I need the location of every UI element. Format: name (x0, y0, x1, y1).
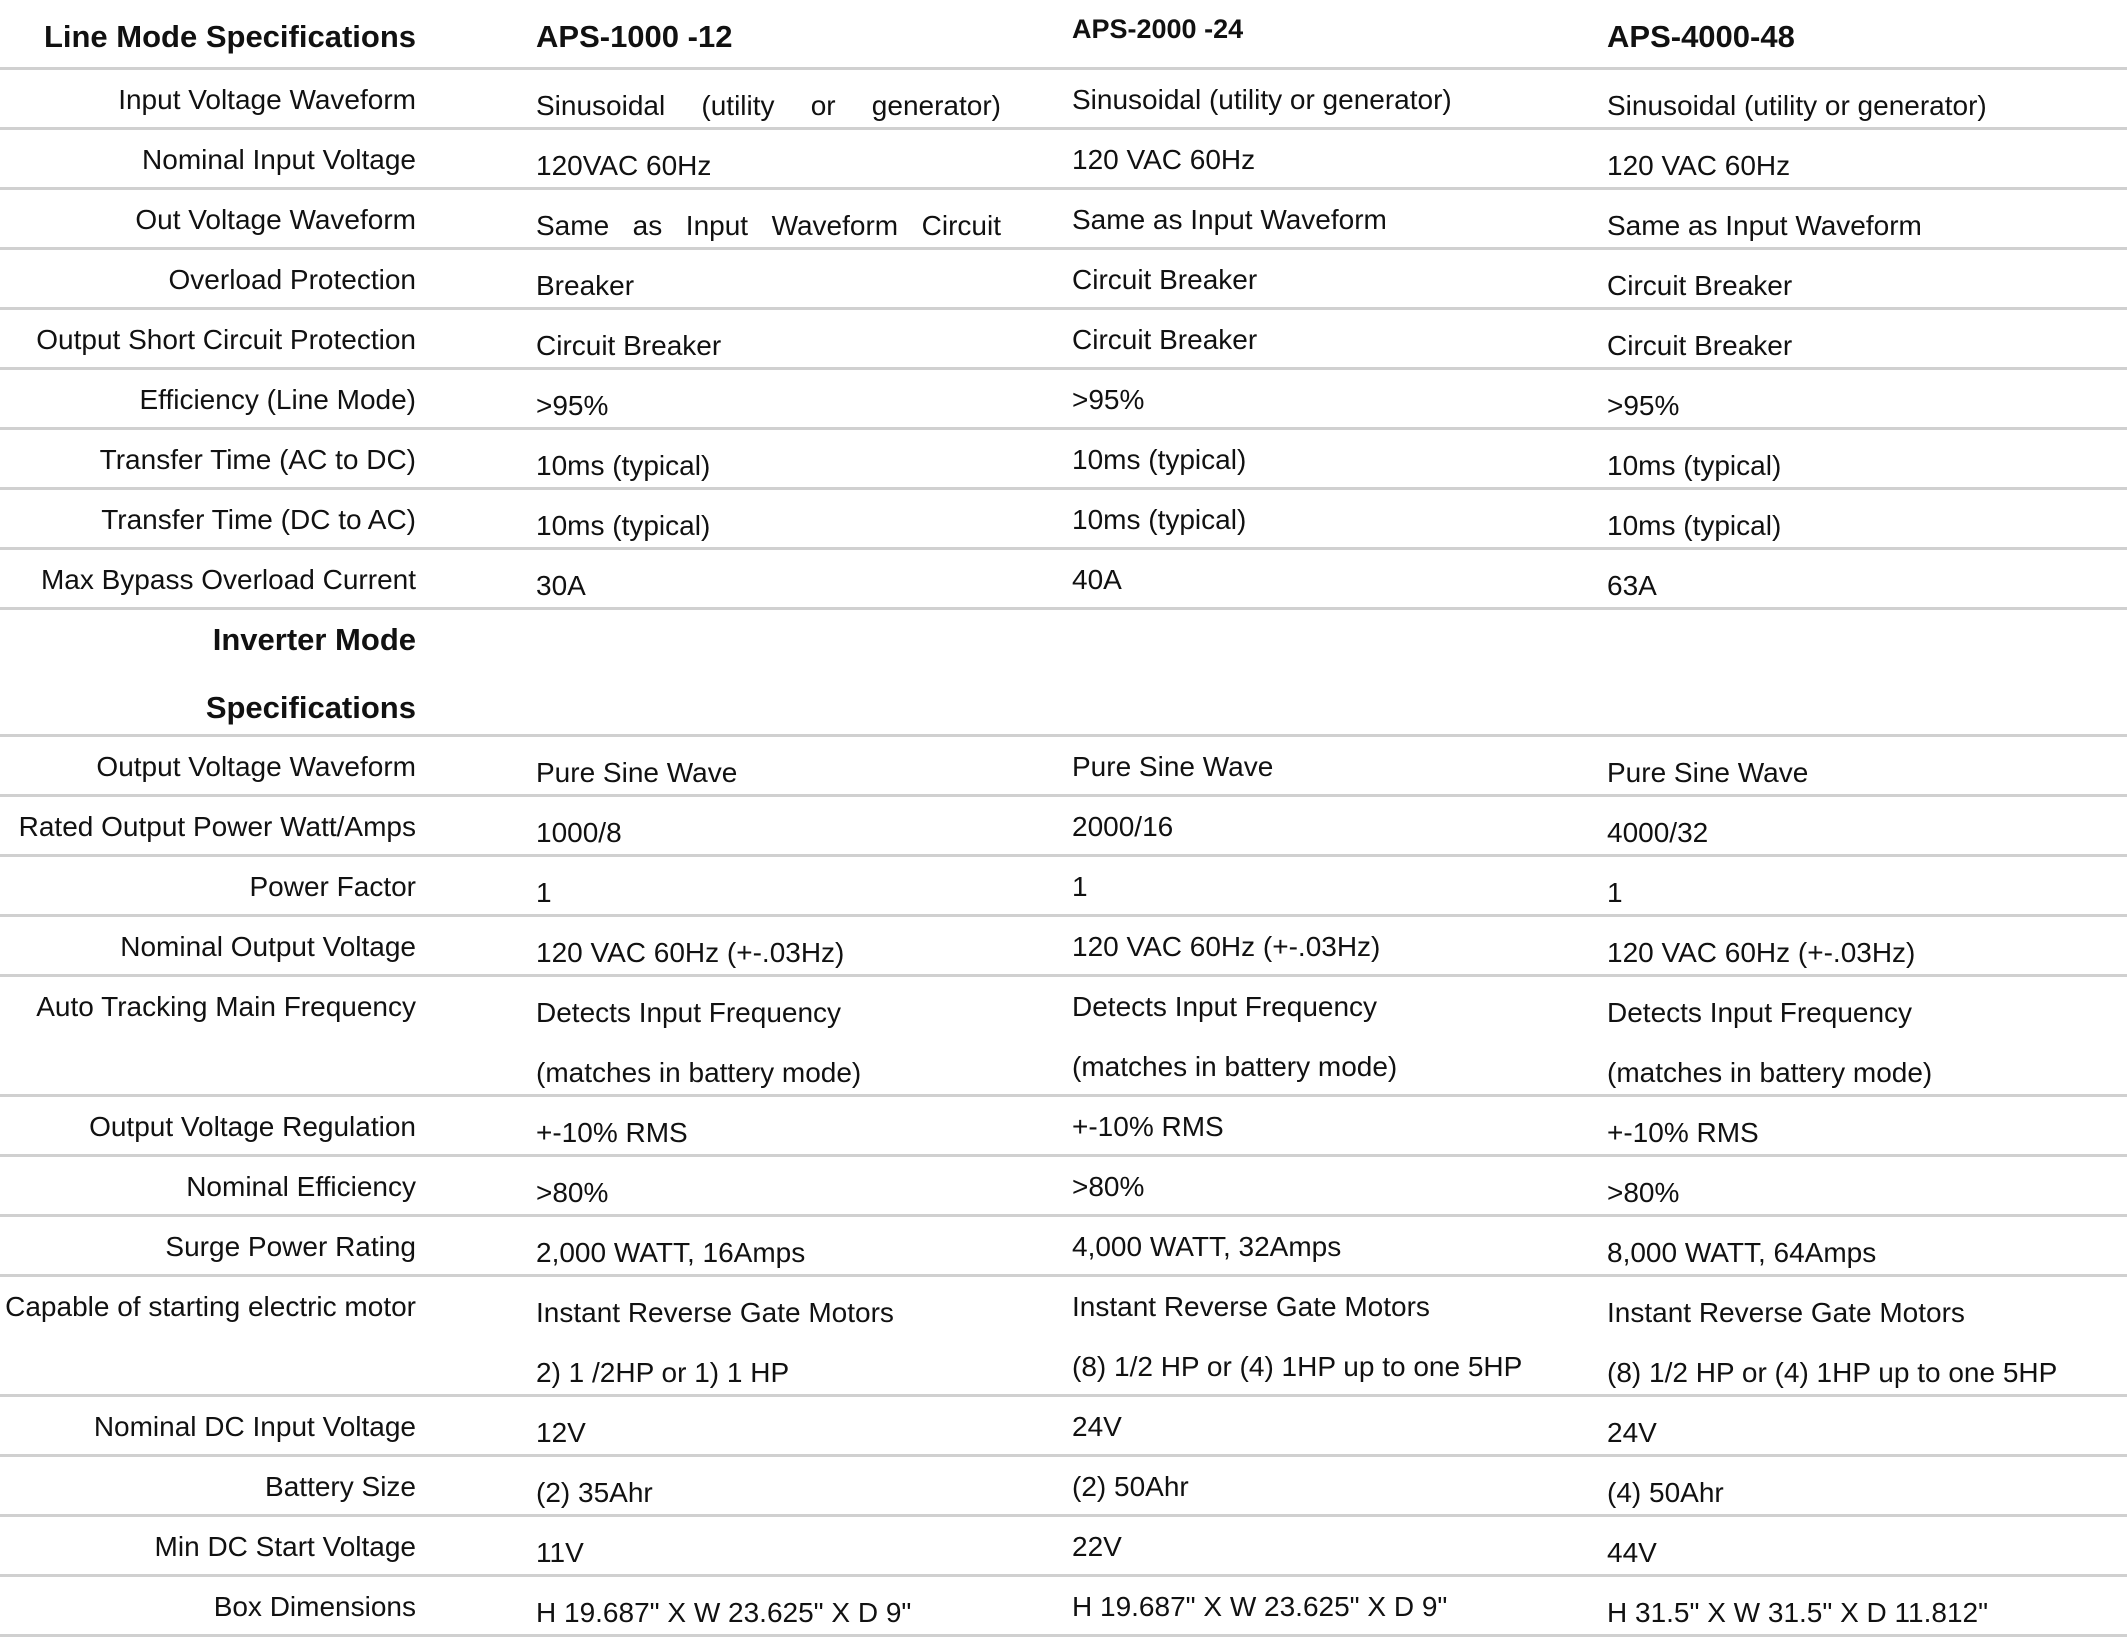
cell-aps-1000: 11V (536, 1537, 584, 1568)
cell-aps-4000: >95% (1607, 390, 1680, 421)
table-row (0, 1097, 2127, 1157)
cell-line2: (matches in battery mode) (1607, 1057, 1933, 1088)
table-row (0, 797, 2127, 857)
cell-aps-1000: (2) 35Ahr (536, 1477, 653, 1508)
table-row (0, 250, 2127, 310)
table-row (0, 190, 2127, 250)
cell-aps-1000: 1 (536, 877, 552, 908)
row-label: Transfer Time (AC to DC) (99, 444, 416, 475)
row-label: Nominal Output Voltage (120, 931, 416, 962)
model-aps-4000: APS-4000-48 (1607, 19, 1795, 54)
row-label: Nominal DC Input Voltage (93, 1411, 416, 1442)
cell-aps-4000: >80% (1607, 1177, 1680, 1208)
cell-aps-4000: 120 VAC 60Hz (1607, 150, 1791, 181)
table-row (0, 1457, 2127, 1517)
cell-aps-2000: (2) 50Ahr (1072, 1471, 1189, 1502)
cell-aps-1000: >95% (536, 390, 609, 421)
cell-aps-4000: +-10% RMS (1607, 1117, 1759, 1148)
cell-aps-1000: >80% (536, 1177, 609, 1208)
cell-aps-4000: Pure Sine Wave (1607, 757, 1809, 788)
row-label: Nominal Efficiency (186, 1171, 416, 1202)
cell-aps-2000: 22V (1072, 1531, 1122, 1562)
cell-aps-4000: 4000/32 (1607, 817, 1709, 848)
model-aps-1000: APS-1000 -12 (536, 19, 733, 54)
row-label: Output Voltage Waveform (96, 751, 416, 782)
line-mode-title: Line Mode Specifications (43, 19, 416, 54)
table-row (0, 430, 2127, 490)
cell-aps-2000: H 19.687" X W 23.625" X D 9" (1072, 1591, 1448, 1622)
table-row (0, 550, 2127, 610)
model-aps-2000: APS-2000 -24 (1072, 14, 1244, 44)
row-label: Box Dimensions (213, 1591, 416, 1622)
cell-aps-1000: 10ms (typical) (536, 450, 711, 481)
table-row (0, 917, 2127, 977)
row-label: Rated Output Power Watt/Amps (18, 811, 416, 842)
row-label: Max Bypass Overload Current (40, 564, 416, 595)
cell-aps-2000: 24V (1072, 1411, 1122, 1442)
cell-aps-1000: Pure Sine Wave (536, 757, 738, 788)
cell-aps-4000: 10ms (typical) (1607, 510, 1782, 541)
row-label: Overload Protection (168, 264, 416, 295)
table-row (0, 1577, 2127, 1637)
cell-aps-4000: 24V (1607, 1417, 1657, 1448)
cell-aps-4000: 44V (1607, 1537, 1657, 1568)
cell-line2: (8) 1/2 HP or (4) 1HP up to one 5HP (1072, 1351, 1523, 1382)
row-label: Surge Power Rating (165, 1231, 416, 1262)
cell-line1: Detects Input Frequency (1072, 991, 1378, 1022)
table-row (0, 1397, 2127, 1457)
cell-aps-4000: Circuit Breaker (1607, 330, 1793, 361)
row-label: Auto Tracking Main Frequency (36, 991, 416, 1022)
row-label: Capable of starting electric motor (5, 1291, 416, 1322)
cell-aps-4000: Circuit Breaker (1607, 270, 1793, 301)
cell-aps-1000: +-10% RMS (536, 1117, 688, 1148)
cell-aps-2000: >95% (1072, 384, 1145, 415)
cell-aps-4000 (1607, 1283, 2057, 1403)
row-label: Power Factor (249, 871, 416, 902)
cell-aps-4000 (1607, 983, 1932, 1103)
cell-aps-1000: 12V (536, 1417, 586, 1448)
cell-line1: Instant Reverse Gate Motors (1607, 1297, 1965, 1328)
row-label: Min DC Start Voltage (154, 1531, 416, 1562)
table-row (0, 370, 2127, 430)
cell-aps-2000: 1 (1072, 871, 1088, 902)
cell-aps-2000: 10ms (typical) (1072, 504, 1247, 535)
row-label: Transfer Time (DC to AC) (101, 504, 416, 535)
cell-aps-2000: Pure Sine Wave (1072, 751, 1274, 782)
inverter-title-line1: Inverter Mode (212, 622, 416, 657)
cell-aps-4000: 1 (1607, 877, 1623, 908)
cell-aps-2000: 4,000 WATT, 32Amps (1072, 1231, 1342, 1262)
cell-aps-2000: 40A (1072, 564, 1122, 595)
inverter-title-line2: Specifications (205, 690, 416, 725)
cell-aps-1000: Breaker (536, 270, 635, 301)
cell-aps-2000: 120 VAC 60Hz (1072, 144, 1256, 175)
cell-aps-2000: Circuit Breaker (1072, 264, 1258, 295)
cell-aps-2000: +-10% RMS (1072, 1111, 1224, 1142)
cell-aps-4000: Sinusoidal (utility or generator) (1607, 90, 1987, 121)
table-row (0, 130, 2127, 190)
table-row (0, 70, 2127, 130)
cell-line2: 2) 1 /2HP or 1) 1 HP (536, 1357, 790, 1388)
cell-line1: Detects Input Frequency (536, 997, 842, 1028)
cell-line2: (matches in battery mode) (1072, 1051, 1398, 1082)
cell-line1: Detects Input Frequency (1607, 997, 1913, 1028)
row-label: Nominal Input Voltage (142, 144, 416, 175)
cell-aps-4000: 63A (1607, 570, 1657, 601)
cell-line1: Instant Reverse Gate Motors (1072, 1291, 1430, 1322)
inverter-section-row (0, 610, 2127, 737)
cell-aps-1000: 120VAC 60Hz (536, 150, 712, 181)
cell-aps-4000: 8,000 WATT, 64Amps (1607, 1237, 1877, 1268)
cell-aps-2000: Circuit Breaker (1072, 324, 1258, 355)
table-row (0, 1157, 2127, 1217)
table-row (0, 1277, 2127, 1397)
cell-aps-1000: Circuit Breaker (536, 330, 722, 361)
cell-aps-1000: H 19.687" X W 23.625" X D 9" (536, 1597, 912, 1628)
table-row (0, 1517, 2127, 1577)
cell-aps-2000: 120 VAC 60Hz (+-.03Hz) (1072, 931, 1381, 962)
cell-aps-2000 (1072, 977, 1397, 1097)
cell-aps-2000: Same as Input Waveform (1072, 204, 1387, 235)
cell-aps-2000: 2000/16 (1072, 811, 1174, 842)
row-label: Battery Size (265, 1471, 416, 1502)
cell-aps-1000: 2,000 WATT, 16Amps (536, 1237, 806, 1268)
cell-aps-2000: 10ms (typical) (1072, 444, 1247, 475)
cell-aps-1000: Same as Input Waveform Circuit (536, 210, 1001, 241)
table-row (0, 490, 2127, 550)
cell-line2: (8) 1/2 HP or (4) 1HP up to one 5HP (1607, 1357, 2058, 1388)
cell-aps-1000: 30A (536, 570, 586, 601)
header-row (0, 0, 2127, 70)
cell-line2: (matches in battery mode) (536, 1057, 862, 1088)
cell-aps-1000: 10ms (typical) (536, 510, 711, 541)
cell-aps-1000: 1000/8 (536, 817, 622, 848)
cell-line1: Instant Reverse Gate Motors (536, 1297, 894, 1328)
cell-aps-1000: 120 VAC 60Hz (+-.03Hz) (536, 937, 845, 968)
cell-aps-4000: 120 VAC 60Hz (+-.03Hz) (1607, 937, 1916, 968)
row-label: Output Short Circuit Protection (36, 324, 416, 355)
table-row (0, 1217, 2127, 1277)
table-row (0, 310, 2127, 370)
row-label: Out Voltage Waveform (135, 204, 416, 235)
row-label: Input Voltage Waveform (118, 84, 416, 115)
table-row (0, 857, 2127, 917)
cell-aps-1000: Sinusoidal (utility or generator) (536, 90, 1001, 121)
cell-aps-4000: 10ms (typical) (1607, 450, 1782, 481)
table-row (0, 977, 2127, 1097)
cell-aps-4000: (4) 50Ahr (1607, 1477, 1724, 1508)
cell-aps-4000: H 31.5" X W 31.5" X D 11.812" (1607, 1597, 1989, 1628)
cell-aps-1000 (536, 983, 861, 1103)
table-row (0, 737, 2127, 797)
cell-aps-1000 (536, 1283, 894, 1403)
inverter-mode-title (36, 606, 416, 742)
cell-aps-2000 (1072, 1277, 1522, 1397)
cell-aps-2000: Sinusoidal (utility or generator) (1072, 84, 1452, 115)
row-label: Output Voltage Regulation (89, 1111, 416, 1142)
cell-aps-4000: Same as Input Waveform (1607, 210, 1922, 241)
cell-aps-2000: >80% (1072, 1171, 1145, 1202)
row-label: Efficiency (Line Mode) (139, 384, 416, 415)
